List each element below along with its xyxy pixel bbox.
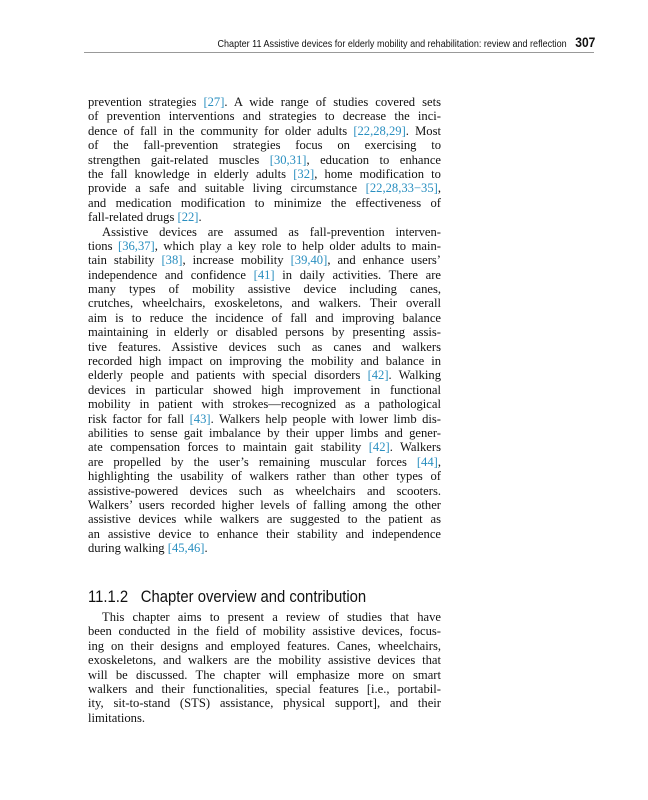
citation-link[interactable]: [45,46] (167, 541, 205, 556)
text-run: independence and confidence (88, 267, 254, 282)
text-line (88, 239, 441, 253)
text-run: the fall knowledge in elderly adults (88, 166, 294, 181)
text-run: . Most (405, 123, 441, 138)
text-line (88, 455, 441, 469)
text-line (88, 610, 441, 624)
citation-link[interactable]: [41] (253, 267, 275, 282)
text-line (88, 109, 441, 123)
text-run: , (437, 454, 441, 469)
text-run: aim is to reduce the incidence of fall and improving balance (88, 310, 441, 325)
text-run: of prevention interventions and strategies to decrease the inci- (88, 109, 441, 124)
text-line (88, 527, 441, 541)
text-run: ate compensation forces to maintain gait stability (88, 440, 369, 455)
text-run: , and enhance users’ (327, 253, 441, 268)
text-run: limitations. (88, 710, 146, 725)
text-line (88, 624, 441, 638)
text-line (88, 340, 441, 354)
text-line (88, 95, 441, 109)
text-run: will be discussed. The chapter will emphasize more on smart (88, 667, 441, 682)
text-run: maintaining in elderly or disabled persons by presenting assis- (88, 325, 441, 340)
text-run: . A wide range of studies covered sets (224, 95, 441, 109)
text-line (88, 138, 441, 152)
text-line (88, 484, 441, 498)
text-line (88, 368, 441, 382)
text-run: dence of fall in the community for older adults (88, 123, 354, 138)
text-line (88, 325, 441, 339)
text-line (88, 412, 441, 426)
text-run: devices in particular showed high improvement in functional (88, 382, 441, 397)
citation-link[interactable]: [44] (416, 454, 438, 469)
text-run: exoskeletons, and walkers are the mobility assistive devices that (88, 653, 441, 668)
text-run: . Walking (388, 368, 441, 383)
text-line (88, 498, 441, 512)
header-rule (84, 52, 594, 53)
text-run: ing on their designs and employed features. Canes, wheelchairs, (88, 638, 441, 653)
text-run: risk factor for fall (88, 411, 190, 426)
text-line (88, 711, 441, 725)
text-run: mobility in patient with strokes—recognized as a pathological (88, 397, 441, 412)
text-run: are propelled by the user’s remaining muscular forces (88, 454, 417, 469)
text-line (88, 653, 441, 667)
text-run: and medication modification to minimize the effectiveness of (88, 195, 441, 210)
text-run: , home modification to (314, 166, 441, 181)
text-run: , which play a key role to help older adults to main- (154, 238, 441, 253)
text-run: tive features. Assistive devices such as canes and walkers (88, 339, 441, 354)
running-title: Chapter 11 Assistive devices for elderly mobility and rehabilitation: review and reflection (217, 38, 567, 50)
text-run: This chapter aims to present a review of studies that have (102, 610, 441, 624)
text-run: elderly people and patients with special disorders (88, 368, 368, 383)
page-number: 307 (574, 34, 595, 50)
text-line (88, 124, 441, 138)
body-text-overview (88, 610, 441, 725)
citation-link[interactable]: [22] (177, 210, 199, 225)
text-line (88, 668, 441, 682)
text-run: tain stability (88, 253, 162, 268)
text-line (88, 541, 441, 555)
text-run: . (204, 541, 208, 556)
citation-link[interactable]: [30,31] (269, 152, 307, 167)
text-line (88, 196, 441, 210)
text-run: . Walkers help people with lower limb dis- (210, 411, 441, 426)
citation-link[interactable]: [38] (161, 253, 183, 268)
text-run: Assistive devices are assumed as fall-prevention interven- (102, 224, 441, 239)
text-line (88, 296, 441, 310)
text-run: , (437, 181, 441, 196)
text-run: highlighting the usability of walkers rather than other types of (88, 469, 441, 484)
text-line (88, 383, 441, 397)
text-run: tions (88, 238, 119, 253)
text-line (88, 682, 441, 696)
body-text-intro (88, 95, 441, 556)
citation-link[interactable]: [22,28,29] (353, 123, 406, 138)
text-run: strengthen gait-related muscles (88, 152, 270, 167)
text-run: . Walkers (389, 440, 441, 455)
text-line (88, 354, 441, 368)
text-line (88, 181, 441, 195)
text-run: assistive-powered devices such as wheelchairs and scooters. (88, 483, 441, 498)
text-line (88, 210, 441, 224)
text-run: recorded high impact on improving the mobility and balance in (88, 354, 441, 369)
text-run: assistive devices while walkers are suggested to the patient as (88, 512, 441, 527)
text-run: during walking (88, 541, 168, 556)
text-run: crutches, wheelchairs, exoskeletons, and walkers. Their overall (88, 296, 441, 311)
citation-link[interactable]: [32] (293, 166, 315, 181)
section-number: 11.1.2 (88, 588, 129, 606)
text-line (88, 397, 441, 411)
text-line (88, 469, 441, 483)
text-run: Walkers’ users recorded higher levels of falling among the other (88, 497, 441, 512)
text-run: abilities to sense gait imbalance by their upper limbs and gener- (88, 425, 441, 440)
citation-link[interactable]: [42] (367, 368, 389, 383)
text-line (88, 639, 441, 653)
section-heading (88, 588, 366, 607)
text-run: prevention strategies (88, 95, 204, 109)
citation-link[interactable]: [43] (189, 411, 211, 426)
text-line (88, 512, 441, 526)
text-run: fall-related drugs (88, 210, 178, 225)
citation-link[interactable]: [42] (368, 440, 390, 455)
text-line (88, 253, 441, 267)
text-line (88, 426, 441, 440)
text-line (88, 167, 441, 181)
citation-link[interactable]: [39,40] (290, 253, 328, 268)
text-run: . (198, 210, 202, 225)
running-header (217, 34, 595, 50)
citation-link[interactable]: [36,37] (118, 238, 155, 253)
text-run: been conducted in the field of mobility assistive devices, focus- (88, 624, 441, 639)
text-line (88, 440, 441, 454)
text-run: ity, sit-to-stand (STS) assistance, physical support], and their (88, 696, 441, 711)
section-title: Chapter overview and contribution (140, 588, 367, 606)
text-run: , increase mobility (182, 253, 291, 268)
text-run: an assistive device to enhance their stability and independence (88, 526, 441, 541)
text-run: walkers and their functionalities, special features [i.e., portabil- (88, 681, 441, 696)
text-line (88, 153, 441, 167)
text-run: many types of mobility assistive device including canes, (88, 282, 441, 297)
text-line (88, 268, 441, 282)
citation-link[interactable]: [22,28,33−35] (365, 181, 438, 196)
text-line (88, 225, 441, 239)
text-run: , education to enhance (306, 152, 441, 167)
text-run: provide a safe and suitable living circumstance (88, 181, 366, 196)
text-line (88, 282, 441, 296)
citation-link[interactable]: [27] (203, 95, 225, 109)
text-line (88, 696, 441, 710)
text-run: in daily activities. There are (274, 267, 441, 282)
text-run: of the fall-prevention strategies focus on exercising to (88, 138, 441, 153)
text-line (88, 311, 441, 325)
